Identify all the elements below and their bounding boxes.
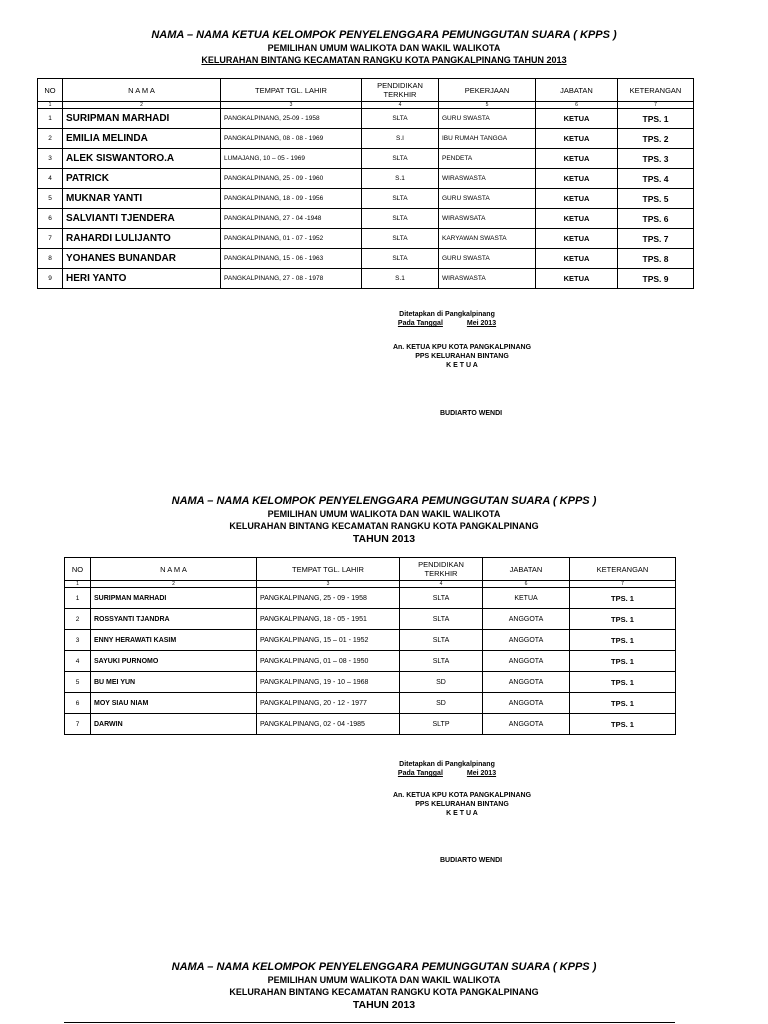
cell-pendidikan: SLTA [362,109,439,129]
cell-keterangan: TPS. 4 [618,169,694,189]
doc1-signature-block [372,310,522,328]
sign-place: Ditetapkan di Pangkalpinang [399,761,495,768]
doc2-signature-block [372,760,522,778]
col-number: 2 [91,581,257,588]
col-header-pekerjaan: PEKERJAAN [439,79,536,102]
cell-jabatan: ANGGOTA [483,630,570,651]
col-header-jabatan: JABATAN [483,558,570,581]
cell-no: 6 [38,209,63,229]
table-row [65,609,676,630]
cell-keterangan: TPS. 1 [618,109,694,129]
cell-jabatan: ANGGOTA [483,693,570,714]
doc1-signatory-name: BUDIARTO WENDI [440,410,503,417]
col-number: 6 [483,581,570,588]
sign-place: Ditetapkan di Pangkalpinang [399,311,495,318]
cell-pendidikan: SLTA [362,229,439,249]
cell-nama: SALVIANTI TJENDERA [63,209,221,229]
cell-no: 1 [65,588,91,609]
cell-no: 1 [38,109,63,129]
cell-nama: SAYUKI PURNOMO [91,651,257,672]
table-row [65,588,676,609]
doc2-title: NAMA – NAMA KELOMPOK PENYELENGGARA PEMUNGGUTAN SUARA ( KPPS ) [171,495,597,507]
doc2-rows [65,588,676,735]
table-row [65,672,676,693]
col-header-nama: N A M A [91,558,257,581]
col-number: 2 [63,102,221,109]
col-header-nama: N A M A [63,79,221,102]
column-number-row [65,581,676,588]
sign-org1: An. KETUA KPU KOTA PANGKALPINANG [392,344,532,351]
cell-no: 4 [38,169,63,189]
col-header-no: NO [65,558,91,581]
column-number-row [38,102,694,109]
table-row [38,269,694,289]
cell-pendidikan: SLTA [400,588,483,609]
cell-ttl: PANGKALPINANG, 27 - 04 -1948 [221,209,362,229]
cell-keterangan: TPS. 1 [570,609,676,630]
cell-keterangan: TPS. 1 [570,630,676,651]
cell-ttl: LUMAJANG, 10 – 05 - 1969 [221,149,362,169]
cell-keterangan: TPS. 1 [570,714,676,735]
cell-no: 2 [65,609,91,630]
cell-keterangan: TPS. 8 [618,249,694,269]
cell-ttl: PANGKALPINANG, 08 - 08 - 1969 [221,129,362,149]
sign-role: K E T U A [446,810,478,817]
cell-ttl: PANGKALPINANG, 15 - 06 - 1963 [221,249,362,269]
cell-nama: ROSSYANTI TJANDRA [91,609,257,630]
cell-pekerjaan: GURU SWASTA [439,109,536,129]
table-row [38,129,694,149]
doc2-signatory-name: BUDIARTO WENDI [440,857,503,864]
cell-pendidikan: S.1 [362,269,439,289]
col-number: 4 [400,581,483,588]
doc3-location: KELURAHAN BINTANG KECAMATAN RANGKU KOTA PANGKALPINANG [229,987,539,997]
sign-date [372,769,522,778]
col-header-no: NO [38,79,63,102]
table-row [65,693,676,714]
cell-pekerjaan: PENDETA [439,149,536,169]
doc3-subtitle: PEMILIHAN UMUM WALIKOTA DAN WAKIL WALIKOTA [267,975,501,985]
table-row [38,109,694,129]
cell-jabatan: KETUA [536,129,618,149]
cell-no: 9 [38,269,63,289]
cell-ttl: PANGKALPINANG, 27 - 08 - 1978 [221,269,362,289]
cell-pekerjaan: WIRASWASTA [439,169,536,189]
cell-nama: MOY SIAU NIAM [91,693,257,714]
cell-pendidikan: SLTP [400,714,483,735]
cell-ttl: PANGKALPINANG, 25 - 09 - 1958 [257,588,400,609]
cell-nama: SURIPMAN MARHADI [63,109,221,129]
cell-nama: HERI YANTO [63,269,221,289]
cell-keterangan: TPS. 1 [570,588,676,609]
sign-date [372,319,522,328]
doc3-heading [0,960,768,1012]
cell-keterangan: TPS. 1 [570,693,676,714]
cell-no: 7 [38,229,63,249]
sign-org2: PPS KELURAHAN BINTANG [415,801,509,808]
doc1-table [37,78,694,289]
cell-jabatan: KETUA [536,189,618,209]
doc1-location: KELURAHAN BINTANG KECAMATAN RANGKU KOTA PANGKALPINANG TAHUN 2013 [201,55,567,65]
cell-ttl: PANGKALPINANG, 01 - 07 - 1952 [221,229,362,249]
col-header-pendidikan: PENDIDIKAN TERKHIR [362,79,439,102]
col-number: 3 [221,102,362,109]
cell-ttl: PANGKALPINANG, 20 - 12 - 1977 [257,693,400,714]
col-number: 5 [439,102,536,109]
cell-no: 3 [38,149,63,169]
cell-ttl: PANGKALPINANG, 25-09 - 1958 [221,109,362,129]
cell-pekerjaan: WIRASWSATA [439,209,536,229]
cell-keterangan: TPS. 9 [618,269,694,289]
sign-date-value: Mei 2013 [466,320,497,327]
table-row [65,714,676,735]
cell-keterangan: TPS. 1 [570,651,676,672]
cell-nama: EMILIA MELINDA [63,129,221,149]
cell-keterangan: TPS. 1 [570,672,676,693]
cell-pendidikan: SLTA [362,189,439,209]
table-row [65,651,676,672]
cell-no: 8 [38,249,63,269]
cell-pekerjaan: GURU SWASTA [439,189,536,209]
cell-nama: RAHARDI LULIJANTO [63,229,221,249]
sign-date-label: Pada Tanggal [397,320,443,327]
table-row [65,630,676,651]
col-header-ttl: TEMPAT TGL. LAHIR [221,79,362,102]
cell-ttl: PANGKALPINANG, 25 - 09 - 1960 [221,169,362,189]
col-header-jabatan: JABATAN [536,79,618,102]
cell-keterangan: TPS. 3 [618,149,694,169]
cell-pendidikan: SD [400,672,483,693]
cell-no: 5 [38,189,63,209]
cell-pendidikan: SLTA [362,149,439,169]
doc3-table-edge [64,1022,675,1023]
cell-pekerjaan: WIRASWASTA [439,269,536,289]
doc2-table [64,557,676,735]
cell-nama: YOHANES BUNANDAR [63,249,221,269]
cell-ttl: PANGKALPINANG, 01 – 08 - 1950 [257,651,400,672]
doc1-subtitle: PEMILIHAN UMUM WALIKOTA DAN WAKIL WALIKOTA [267,43,501,53]
cell-keterangan: TPS. 5 [618,189,694,209]
cell-no: 3 [65,630,91,651]
table-row [38,229,694,249]
cell-jabatan: ANGGOTA [483,714,570,735]
cell-pekerjaan: IBU RUMAH TANGGA [439,129,536,149]
doc2-authority-block [362,791,562,818]
table-row [38,189,694,209]
cell-no: 5 [65,672,91,693]
cell-ttl: PANGKALPINANG, 18 - 09 - 1956 [221,189,362,209]
cell-jabatan: ANGGOTA [483,672,570,693]
cell-nama: BU MEI YUN [91,672,257,693]
col-header-keterangan: KETERANGAN [618,79,694,102]
sign-org2: PPS KELURAHAN BINTANG [415,353,509,360]
cell-jabatan: KETUA [536,249,618,269]
col-number: 1 [38,102,63,109]
sign-org1: An. KETUA KPU KOTA PANGKALPINANG [392,792,532,799]
cell-ttl: PANGKALPINANG, 19 - 10 – 1968 [257,672,400,693]
doc2-year: TAHUN 2013 [352,533,416,545]
doc2-subtitle: PEMILIHAN UMUM WALIKOTA DAN WAKIL WALIKOTA [267,509,501,519]
cell-nama: SURIPMAN MARHADI [91,588,257,609]
cell-pekerjaan: GURU SWASTA [439,249,536,269]
col-number: 6 [536,102,618,109]
doc1-rows [38,109,694,289]
cell-jabatan: ANGGOTA [483,609,570,630]
cell-pendidikan: S.I [362,129,439,149]
doc2-heading [0,494,768,546]
cell-pendidikan: SLTA [400,630,483,651]
cell-no: 7 [65,714,91,735]
doc1-authority-block [362,343,562,370]
cell-ttl: PANGKALPINANG, 02 - 04 -1985 [257,714,400,735]
col-number: 1 [65,581,91,588]
cell-jabatan: KETUA [536,209,618,229]
table-row [38,149,694,169]
cell-jabatan: KETUA [536,169,618,189]
cell-pendidikan: SLTA [400,609,483,630]
cell-keterangan: TPS. 7 [618,229,694,249]
cell-keterangan: TPS. 6 [618,209,694,229]
col-header-pendidikan: PENDIDIKAN TERKHIR [400,558,483,581]
doc1-heading [0,28,768,66]
cell-jabatan: KETUA [483,588,570,609]
sign-date-label: Pada Tanggal [397,770,443,777]
cell-ttl: PANGKALPINANG, 15 – 01 - 1952 [257,630,400,651]
cell-pendidikan: SLTA [362,249,439,269]
cell-jabatan: KETUA [536,269,618,289]
table-row [38,249,694,269]
col-number: 7 [570,581,676,588]
doc3-title: NAMA – NAMA KELOMPOK PENYELENGGARA PEMUNGGUTAN SUARA ( KPPS ) [171,961,597,973]
sign-role: K E T U A [446,362,478,369]
cell-no: 6 [65,693,91,714]
cell-nama: PATRICK [63,169,221,189]
doc1-title: NAMA – NAMA KETUA KELOMPOK PENYELENGGARA PEMUNGGUTAN SUARA ( KPPS ) [151,29,617,41]
cell-pekerjaan: KARYAWAN SWASTA [439,229,536,249]
col-header-keterangan: KETERANGAN [570,558,676,581]
cell-pendidikan: SD [400,693,483,714]
cell-keterangan: TPS. 2 [618,129,694,149]
cell-nama: ENNY HERAWATI KASIM [91,630,257,651]
doc3-year: TAHUN 2013 [352,999,416,1011]
col-header-ttl: TEMPAT TGL. LAHIR [257,558,400,581]
cell-pendidikan: SLTA [400,651,483,672]
sign-date-value: Mei 2013 [466,770,497,777]
table-row [38,209,694,229]
cell-nama: DARWIN [91,714,257,735]
col-number: 7 [618,102,694,109]
cell-jabatan: ANGGOTA [483,651,570,672]
cell-jabatan: KETUA [536,109,618,129]
cell-pendidikan: S.1 [362,169,439,189]
cell-no: 2 [38,129,63,149]
cell-pendidikan: SLTA [362,209,439,229]
cell-ttl: PANGKALPINANG, 18 - 05 - 1951 [257,609,400,630]
table-row [38,169,694,189]
cell-nama: ALEK SISWANTORO.A [63,149,221,169]
cell-nama: MUKNAR YANTI [63,189,221,209]
col-number: 3 [257,581,400,588]
cell-jabatan: KETUA [536,229,618,249]
doc2-location: KELURAHAN BINTANG KECAMATAN RANGKU KOTA PANGKALPINANG [229,521,539,531]
cell-no: 4 [65,651,91,672]
cell-jabatan: KETUA [536,149,618,169]
col-number: 4 [362,102,439,109]
